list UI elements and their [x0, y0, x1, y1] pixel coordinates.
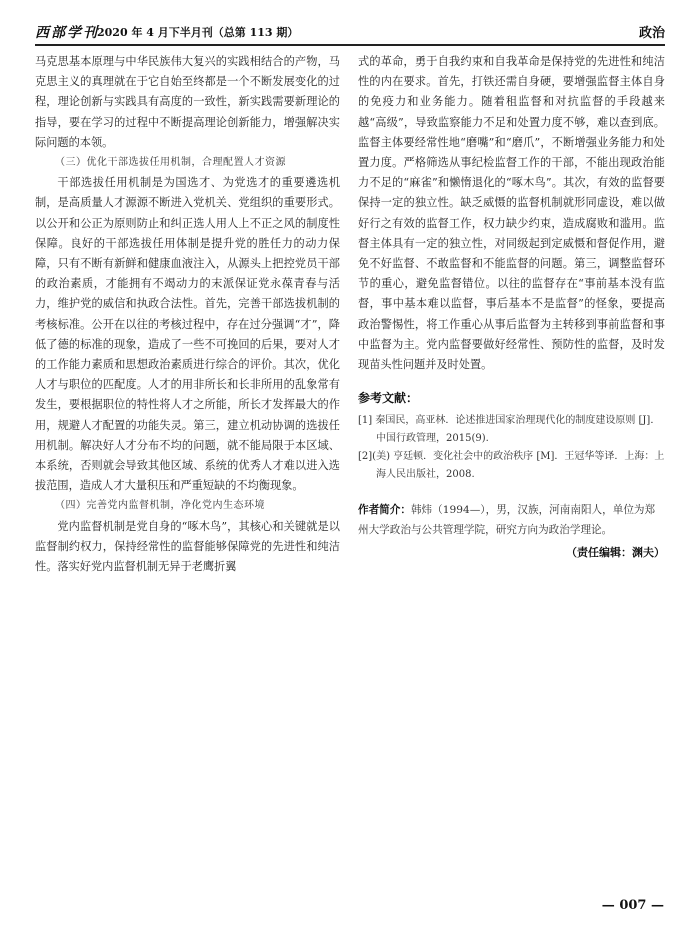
section-heading-4: （四）完善党内监督机制，净化党内生态环境 [55, 500, 265, 512]
author-bio-title: 作者简介： [358, 504, 411, 517]
author-bio-text: 韩炜（1994—），男，汉族，河南南阳人，单位为郑州大学政治与公共管理学院，研究方向为政治学理论。 [358, 504, 656, 537]
section-heading-3: （三）优化干部选拔任用机制，合理配置人才资源 [55, 157, 286, 169]
header-divider [35, 44, 665, 46]
issue-info: 2020 年 4 月下半月刊（总第 113 期） [97, 26, 299, 39]
reference-item: [2](美) 亨廷顿．变化社会中的政治秩序 [M]．王冠华等译．上海：上海人民出版社，2008. [358, 451, 665, 481]
responsible-editor: （责任编辑：渊夫） [566, 546, 665, 560]
author-bio [358, 500, 665, 540]
left-paragraph-1: 马克思基本原理与中华民族伟大复兴的实践相结合的产物，马克思主义的真理就在于它自始至终都是一个不断发展变化的过程，理论创新与实践具有高度的一致性，新实践需要新理论的指导，要在学习的过程中不断提高理论创新能力，增强解决实际问题的本领。 [35, 55, 340, 149]
page-number: — 007 — [601, 898, 664, 913]
left-column [35, 52, 340, 577]
section-label: 政治 [638, 26, 665, 41]
left-paragraph-3: 党内监督机制是党自身的“啄木鸟”，其核心和关键就是以监督制约权力，保持经常性的监督能够保障党的先进性和纯洁性。落实好党内监督机制无异于老鹰折翼 [35, 519, 340, 574]
left-paragraph-2: 干部选拔任用机制是为国选才、为党选才的重要遴选机制，是高质量人才源源不断进入党机关、党组织的重要形式。以公开和公正为原则防止和纠正选人用人上不正之风的制度性保障。良好的干部选拔任用体制是提升党的胜任力的动力保障，只有不断有新鲜和健康血液注入，从源头上把控党员干部的政治素质，才能拥有不竭动力的末派保证党永葆青春与活力，维护党的威信和执政合法性。首先，完善干部选拔机制的考核标准。公开在以往的考核过程中，存在过分强调“才”，降低了德的标准的现象，造成了一些不可挽回的后果，要对人才的工作能力素质和思想政治素质进行综合的评价。其次，优化人才与职位的匹配度。人才的用非所长和长非所用的乱象常有发生，要根据职位的特性将人才之所能，所长才发挥最大的作用，规避人才配置的功能失灵。第三，建立机动协调的选拔任用机制。解决好人才分布不均的问题，就不能局限于本区域、本系统，否则就会导致其他区域、系统的优秀人才难以进入选拔范围，造成人才大量积压和严重短缺的不均衡现象。 [35, 176, 340, 493]
page-header [35, 18, 665, 42]
right-paragraph-1: 式的革命，勇于自我约束和自我革命是保持党的先进性和纯洁性的内在要求。首先，打铁还需自身硬，要增强监督主体自身的免疫力和业务能力。随着租监督和对抗监督的手段越来越“高级”，导致监察能力不足和处置力度不够，难以查到底。监督主体要经常性地“磨嘴”和“磨爪”，不断增强业务能力和处置力度。严格筛选从事纪检监督工作的干部，不能出现政治能力不足的“麻雀”和懒惰退化的“啄木鸟”。其次，有效的监督要保持一定的独立性。缺乏威慑的监督机制就形同虚设，难以做好行之有效的监督工作，权力缺少约束，造成腐败和滥用。监督主体具有一定的独立性，对同级起到定威慑和督促作用，避免不好监督、不敢监督和不能监督的问题。第三，调整监督环节的重心，避免监督错位。以往的监督存在“事前基本没有监督，事中基本难以监督，事后基本不是监督”的怪象，要提高政治警惕性，将工作重心从事后监督为主转移到事前监督和事中监督为主。党内监督要做好经常性、预防性的监督，及时发现苗头性问题并及时处置。 [358, 55, 665, 372]
reference-item: [1] 秦国民，高亚林．论述推进国家治理现代化的制度建设原则 [J]．中国行政管理，2015(9). [358, 415, 661, 445]
references-title: 参考文献： [358, 391, 419, 406]
journal-logo: 西部学刊 [35, 25, 99, 41]
right-column [358, 52, 665, 560]
